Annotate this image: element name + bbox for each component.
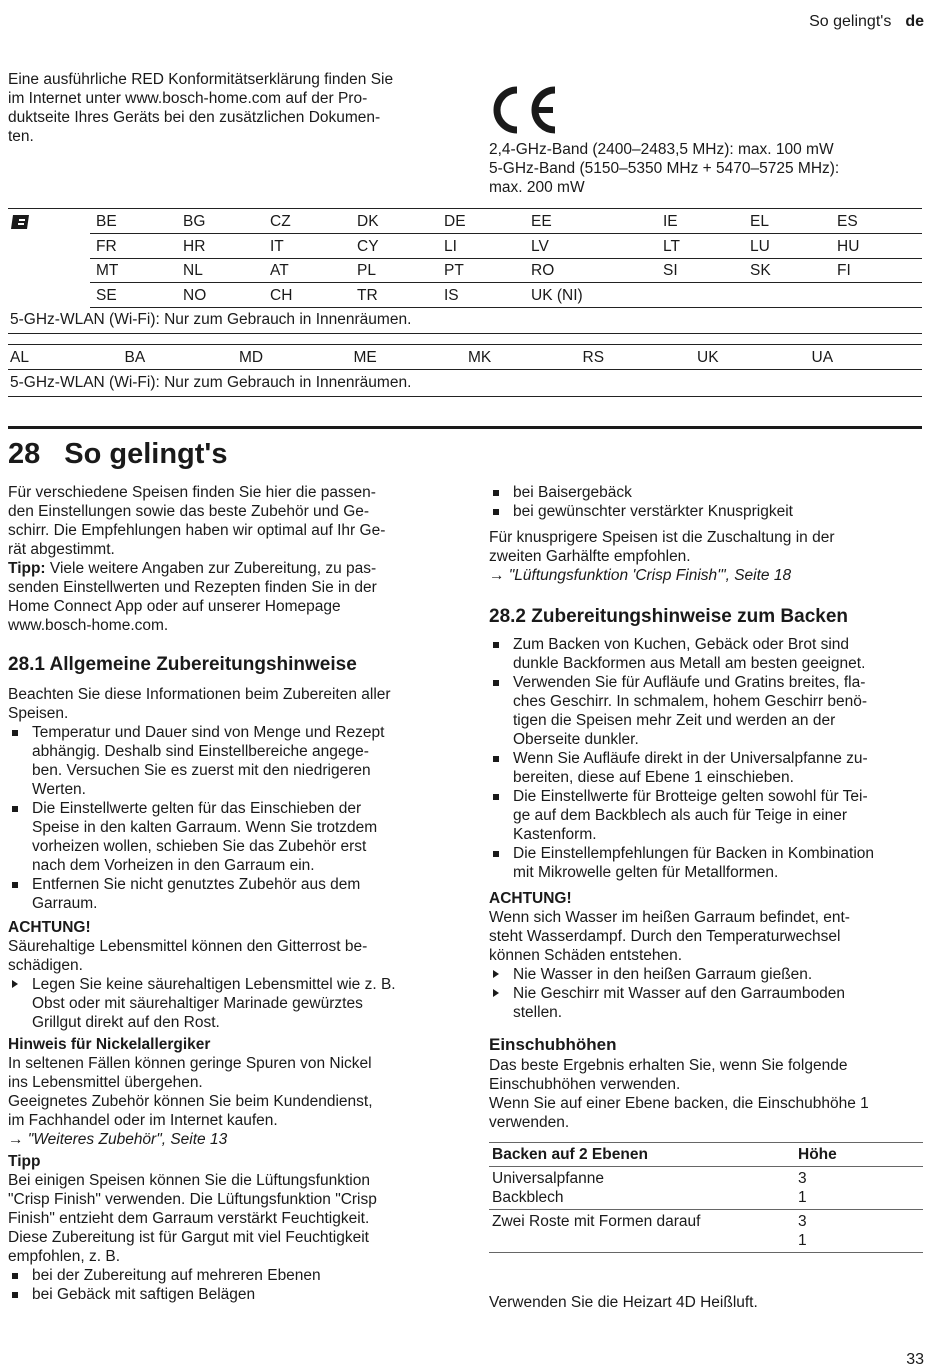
tip-label: Tipp: [8,560,46,577]
text-line: Oberseite dunkler. [513,731,639,748]
country-code: AL [10,349,29,366]
text-line: Die Einstellempfehlungen für Backen in Kombination [513,845,875,862]
text-line: Säurehaltige Lebensmittel können den Gitterrost be- [8,938,368,955]
text-line: Für knusprigere Speisen ist die Zuschaltung in der [489,529,835,546]
ce-mark [489,84,565,141]
text-line: Werten. [32,781,86,798]
country-code: NL [183,262,203,279]
page-header [809,12,924,31]
warning-steps [8,975,458,1032]
text-line: max. 200 mW [489,179,585,196]
country-code: SI [663,262,678,279]
text-line: Garraum. [32,895,98,912]
text-line: Zum Backen von Kuchen, Gebäck oder Brot sind [513,636,850,653]
country-code: IE [663,213,678,230]
text-line: nach dem Vorheizen in den Garraum ein. [32,857,315,874]
header-section: So gelingt's [809,13,892,30]
country-code: FR [96,237,117,255]
text-line: zweiten Garhälfte empfohlen. [489,548,691,565]
table-cell [489,1210,795,1253]
country-code: EE [531,213,552,230]
text-line: vorheizen wollen, schieben Sie das Zubehör erst [32,838,367,855]
list-item: bei Baisergebäck [489,483,929,502]
text-line: Für verschiedene Speisen finden Sie hier die passen- [8,484,376,501]
text-line: Kastenform. [513,826,597,843]
country-code: NO [183,286,207,304]
levels-title: Einschubhöhen [489,1035,617,1054]
text-line: Die Einstellwerte gelten für das Einschieben der [32,800,362,817]
list-item: bei der Zubereitung auf mehreren Ebenen [8,1266,458,1285]
text-line: Finish" entzieht dem Garraum verstärkt Feuchtigkeit. [8,1210,370,1227]
text-line: tigen die Speisen mehr Zeit und werden an der [513,712,836,729]
section-28-2-bullets [489,635,929,882]
left-column [8,483,458,1304]
list-item [8,799,458,875]
tip-text [8,559,458,635]
section-28-2-title: 28.2 Zubereitungshinweise zum Backen [489,606,848,627]
levels-table [489,1142,923,1253]
text-line: Grillgut direkt auf den Rost. [32,1014,220,1031]
country-code: RO [531,262,555,279]
cell-line: 3 [798,1170,807,1187]
text-line: Nie Geschirr mit Wasser auf den Garraumboden [513,985,845,1002]
page-number: 33 [906,1351,924,1368]
text-line: www.bosch-home.com. [8,617,169,634]
tipp-title: Tipp [8,1153,41,1170]
chapter-heading [8,436,227,472]
warning-title: ACHTUNG! [8,919,91,936]
text-line: im Fachhandel oder im Internet kaufen. [8,1112,278,1129]
text-line: schirr. Die Empfehlungen haben wir optimal auf Ihr Ge- [8,522,386,539]
note-text: 5-GHz-WLAN (Wi-Fi): Nur zum Gebrauch in Innenräumen. [10,311,412,328]
country-code: HU [837,237,860,255]
country-code: PT [444,262,464,279]
text-line: können Schäden entstehen. [489,947,683,964]
section-28-1-title: 28.1 Allgemeine Zubereitungshinweise [8,654,357,675]
text-line: schädigen. [8,957,83,974]
country-code: ES [837,213,858,230]
text-line: Temperatur und Dauer sind von Menge und Rezept [32,724,385,741]
country-code: FI [837,262,851,279]
cell-line: Zwei Roste mit Formen darauf [492,1213,701,1230]
eu-country-table [8,208,922,334]
text-line: Entfernen Sie nicht genutztes Zubehör aus dem [32,876,361,893]
warning-title-2: ACHTUNG! [489,890,572,907]
country-code: BA [124,349,146,366]
country-code: LI [444,237,457,255]
country-code: IT [270,237,284,255]
note-text: 5-GHz-WLAN (Wi-Fi): Nur zum Gebrauch in Innenräumen. [10,374,412,391]
country-code: UK (NI) [531,286,583,304]
table-cell [795,1210,923,1253]
text-line: Die Einstellwerte für Brotteige gelten sowohl für Tei- [513,788,868,805]
text-line: Obst oder mit säurehaltiger Marinade gewürztes [32,995,363,1012]
text-line: Das beste Ergebnis erhalten Sie, wenn Sie folgende [489,1057,848,1074]
table-cell [795,1167,923,1210]
text-line: ins Lebensmittel übergehen. [8,1074,203,1091]
cell-line: Universalpfanne [492,1170,605,1187]
text-line: bereiten, diese auf Ebene 1 einschieben. [513,769,794,786]
country-code: MK [468,349,492,366]
col-header-level: Höhe [798,1146,837,1163]
tipp-text [8,1171,458,1266]
text-line: rät abgestimmt. [8,541,115,558]
text-line: Speise in den kalten Garraum. Wenn Sie trotzdem [32,819,378,836]
warning-text [8,937,458,975]
tipp-bullets-right [489,483,929,521]
country-code: HR [183,237,206,255]
cell-line: Backblech [492,1189,564,1206]
country-code: UA [811,349,834,366]
list-item [489,787,929,844]
other-country-table [8,344,922,397]
crisp-link[interactable]: → "Lüftungsfunktion 'Crisp Finish'", Seite 18 [489,567,792,584]
text-line: ches Geschirr. In schmalem, hohem Geschirr benö- [513,693,868,710]
list-item [489,635,929,673]
text-line: Eine ausführliche RED Konformitätserklärung finden Sie [8,71,394,88]
country-code: LU [750,237,770,255]
list-item [489,673,929,749]
text-line: "Crisp Finish" verwenden. Die Lüftungsfunktion "Crisp [8,1191,377,1208]
warning-steps-2 [489,965,929,1022]
text-line: ge auf dem Backblech als auch für Teige in einer [513,807,848,824]
text-line: stellen. [513,1004,563,1021]
country-code: CZ [270,213,291,230]
table-cell [489,1167,795,1210]
list-item [489,749,929,787]
list-item: bei gewünschter verstärkter Knusprigkeit [489,502,929,521]
list-item [489,984,929,1022]
chapter-number: 28 [8,438,41,470]
country-code: LV [531,237,549,255]
text-line: steht Wasserdampf. Durch den Temperaturwechsel [489,928,841,945]
text-line: In seltenen Fällen können geringe Spuren von Nickel [8,1055,372,1072]
text-line: Geeignetes Zubehör können Sie beim Kundendienst, [8,1093,373,1110]
list-item [489,844,929,882]
warning-text-2 [489,908,929,965]
country-code: BE [96,213,117,230]
text-line: Verwenden Sie für Aufläufe und Gratins breites, fla- [513,674,866,691]
radio-bands [489,140,929,197]
table-row [489,1210,923,1253]
header-lang: de [905,13,924,30]
country-code: CY [357,237,379,255]
text-line [8,559,458,578]
text-line: abhängig. Deshalb sind Einstellbereiche angege- [32,743,369,760]
nickel-text [8,1054,458,1130]
chapter-title: So gelingt's [64,438,228,470]
country-code: PL [357,262,376,279]
country-code: SE [96,286,117,304]
country-code: RS [582,349,605,366]
nickel-link[interactable]: → "Weiteres Zubehör", Seite 13 [8,1131,228,1148]
text-line: im Internet unter www.bosch-home.com auf der Pro- [8,90,368,107]
table-row [90,258,922,283]
text-line: empfohlen, z. B. [8,1248,121,1265]
table-note [8,370,922,397]
text-line: Bei einigen Speisen können Sie die Lüftungsfunktion [8,1172,370,1189]
table-row [90,283,922,308]
table-row [90,209,922,234]
levels-text [489,1056,929,1132]
tipp-bullets-left [8,1266,458,1304]
country-code: TR [357,286,378,304]
table-row [90,234,922,259]
list-item [8,875,458,913]
section-28-1-intro [8,685,458,723]
text-line: Nie Wasser in den heißen Garraum gießen. [513,966,813,983]
footer-note: Verwenden Sie die Heizart 4D Heißluft. [489,1294,758,1311]
text-line: 2,4-GHz-Band (2400–2483,5 MHz): max. 100 mW [489,141,834,158]
country-code: IS [444,286,459,304]
table-row [8,345,922,370]
country-code: BG [183,213,206,230]
list-item [8,723,458,799]
country-code: MD [239,349,264,366]
tip-line: Viele weitere Angaben zur Zubereitung, zu pas- [45,560,377,577]
text-line: Speisen. [8,705,69,722]
country-code: ME [353,349,377,366]
table-note [8,307,922,334]
intro-text [8,483,458,559]
table-row [489,1167,923,1210]
country-code: LT [663,237,680,255]
crisp-text [489,528,929,566]
text-line: Diese Zubereitung ist für Gargut mit viel Feuchtigkeit [8,1229,369,1246]
text-line: Wenn sich Wasser im heißen Garraum befindet, ent- [489,909,850,926]
text-line: verwenden. [489,1114,570,1131]
text-line: Wenn Sie Aufläufe direkt in der Universalpfanne zu- [513,750,868,767]
text-line: den Einstellungen sowie das beste Zubehör und Ge- [8,503,370,520]
cell-line: 1 [798,1232,807,1249]
text-line: Einschubhöhen verwenden. [489,1076,681,1093]
text-line: 5-GHz-Band (5150–5350 MHz + 5470–5725 MHz): [489,160,840,177]
text-line: ben. Versuchen Sie es zuerst mit den niedrigeren [32,762,371,779]
list-item [8,975,458,1032]
country-code: SK [750,262,771,279]
text-line: dunkle Backformen aus Metall am besten geeignet. [513,655,866,672]
country-code: MT [96,262,119,279]
country-code: AT [270,262,289,279]
text-line: Wenn Sie auf einer Ebene backen, die Einschubhöhe 1 [489,1095,869,1112]
country-code: EL [750,213,769,230]
nickel-title: Hinweis für Nickelallergiker [8,1036,211,1053]
text-line: Beachten Sie diese Informationen beim Zubereiten aller [8,686,391,703]
country-code: UK [697,349,719,366]
country-code: CH [270,286,293,304]
list-item [489,965,929,984]
list-item: bei Gebäck mit saftigen Belägen [8,1285,458,1304]
text-line: Home Connect App oder auf unserer Homepage [8,598,341,615]
col-header-baking: Backen auf 2 Ebenen [492,1146,648,1163]
chapter-rule [8,426,922,429]
country-code: DE [444,213,466,230]
text-line: ten. [8,128,34,145]
section-28-1-bullets [8,723,458,913]
text-line: mit Mikrowelle gelten für Metallformen. [513,864,779,881]
cell-line: 3 [798,1213,807,1230]
cell-line: 1 [798,1189,807,1206]
text-line: Legen Sie keine säurehaltigen Lebensmittel wie z. B. [32,976,396,993]
eu-flag-icon [10,213,32,236]
text-line: duktseite Ihres Geräts bei den zusätzlichen Dokumen- [8,109,381,126]
red-declaration [8,70,458,146]
text-line: senden Einstellwerten und Rezepten finden Sie in der [8,579,377,596]
right-column [489,483,929,1312]
country-code: DK [357,213,379,230]
